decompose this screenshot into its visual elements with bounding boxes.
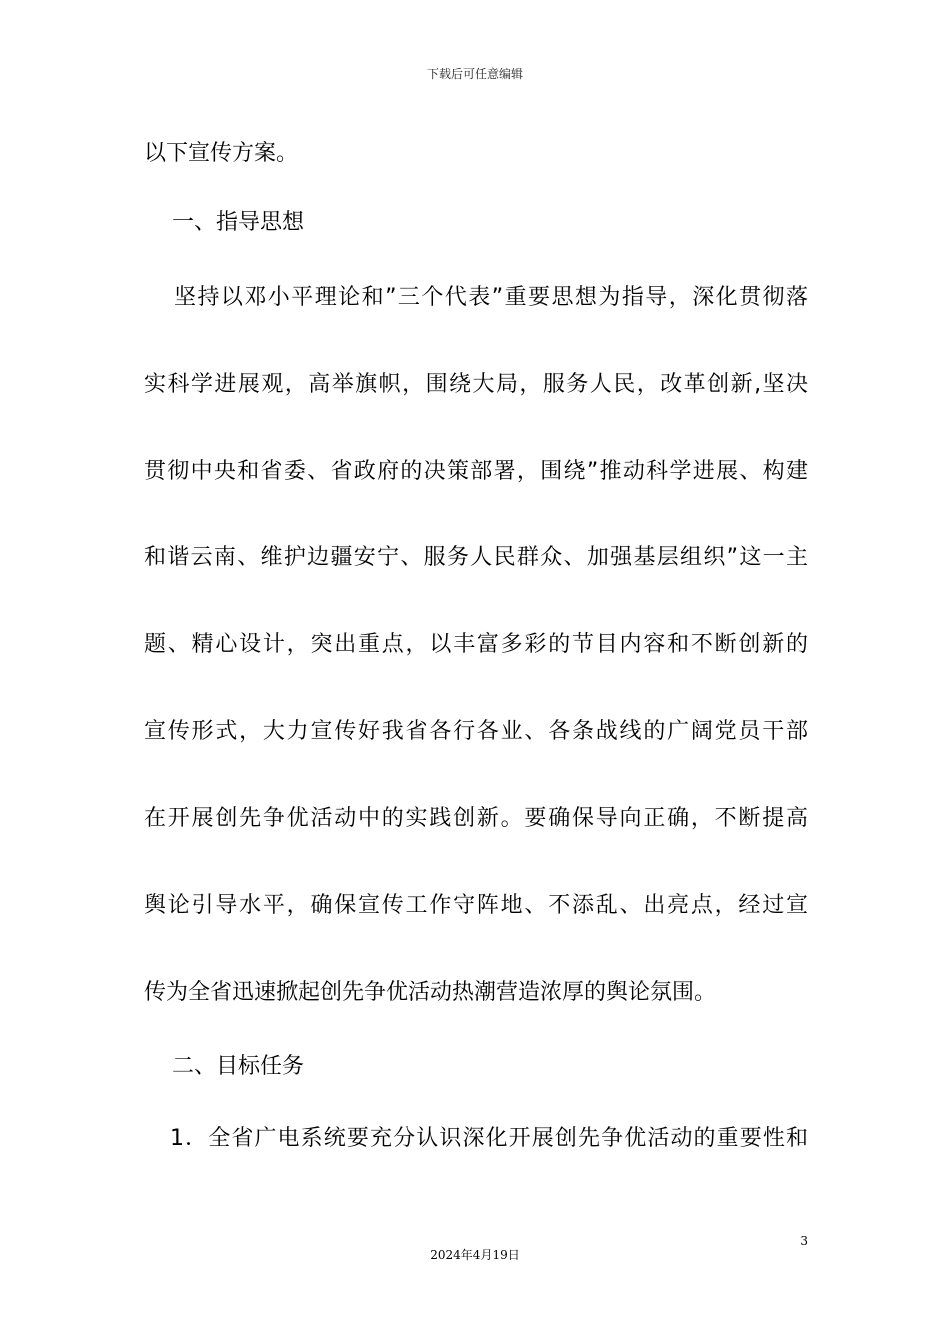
section-heading: 一、指导思想 xyxy=(172,210,305,235)
section-heading: 二、目标任务 xyxy=(172,1054,305,1079)
paragraph-line: 传为全省迅速掀起创先争优活动热潮营造浓厚的舆论氛围。 xyxy=(144,980,717,1005)
paragraph-line: 舆论引导水平，确保宣传工作守阵地、不添乱、出亮点，经过宣 xyxy=(144,893,808,918)
paragraph-line: 实科学进展观，高举旗帜，围绕大局，服务人民，改革创新,坚决 xyxy=(144,372,808,397)
paragraph-line: 坚持以邓小平理论和”三个代表”重要思想为指导，深化贯彻落 xyxy=(174,285,808,310)
paragraph-line: 题、精心设计，突出重点，以丰富多彩的节目内容和不断创新的 xyxy=(144,632,808,657)
page-header: 下载后可任意编辑 xyxy=(426,67,523,81)
paragraph-line: 在开展创先争优活动中的实践创新。要确保导向正确，不断提高 xyxy=(144,806,808,831)
paragraph-line: 贯彻中央和省委、省政府的决策部署，围绕”推动科学进展、构建 xyxy=(144,459,808,484)
list-item-line: 1．全省广电系统要充分认识深化开展创先争优活动的重要性和 xyxy=(170,1126,808,1151)
paragraph-line: 宣传形式，大力宣传好我省各行各业、各条战线的广阔党员干部 xyxy=(144,719,808,744)
page-number: 3 xyxy=(800,1234,808,1248)
paragraph-line: 以下宣传方案。 xyxy=(144,141,299,166)
paragraph-line: 和谐云南、维护边疆安宁、服务人民群众、加强基层组织”这一主 xyxy=(144,545,808,570)
footer-date: 2024年4月19日 xyxy=(430,1248,520,1262)
